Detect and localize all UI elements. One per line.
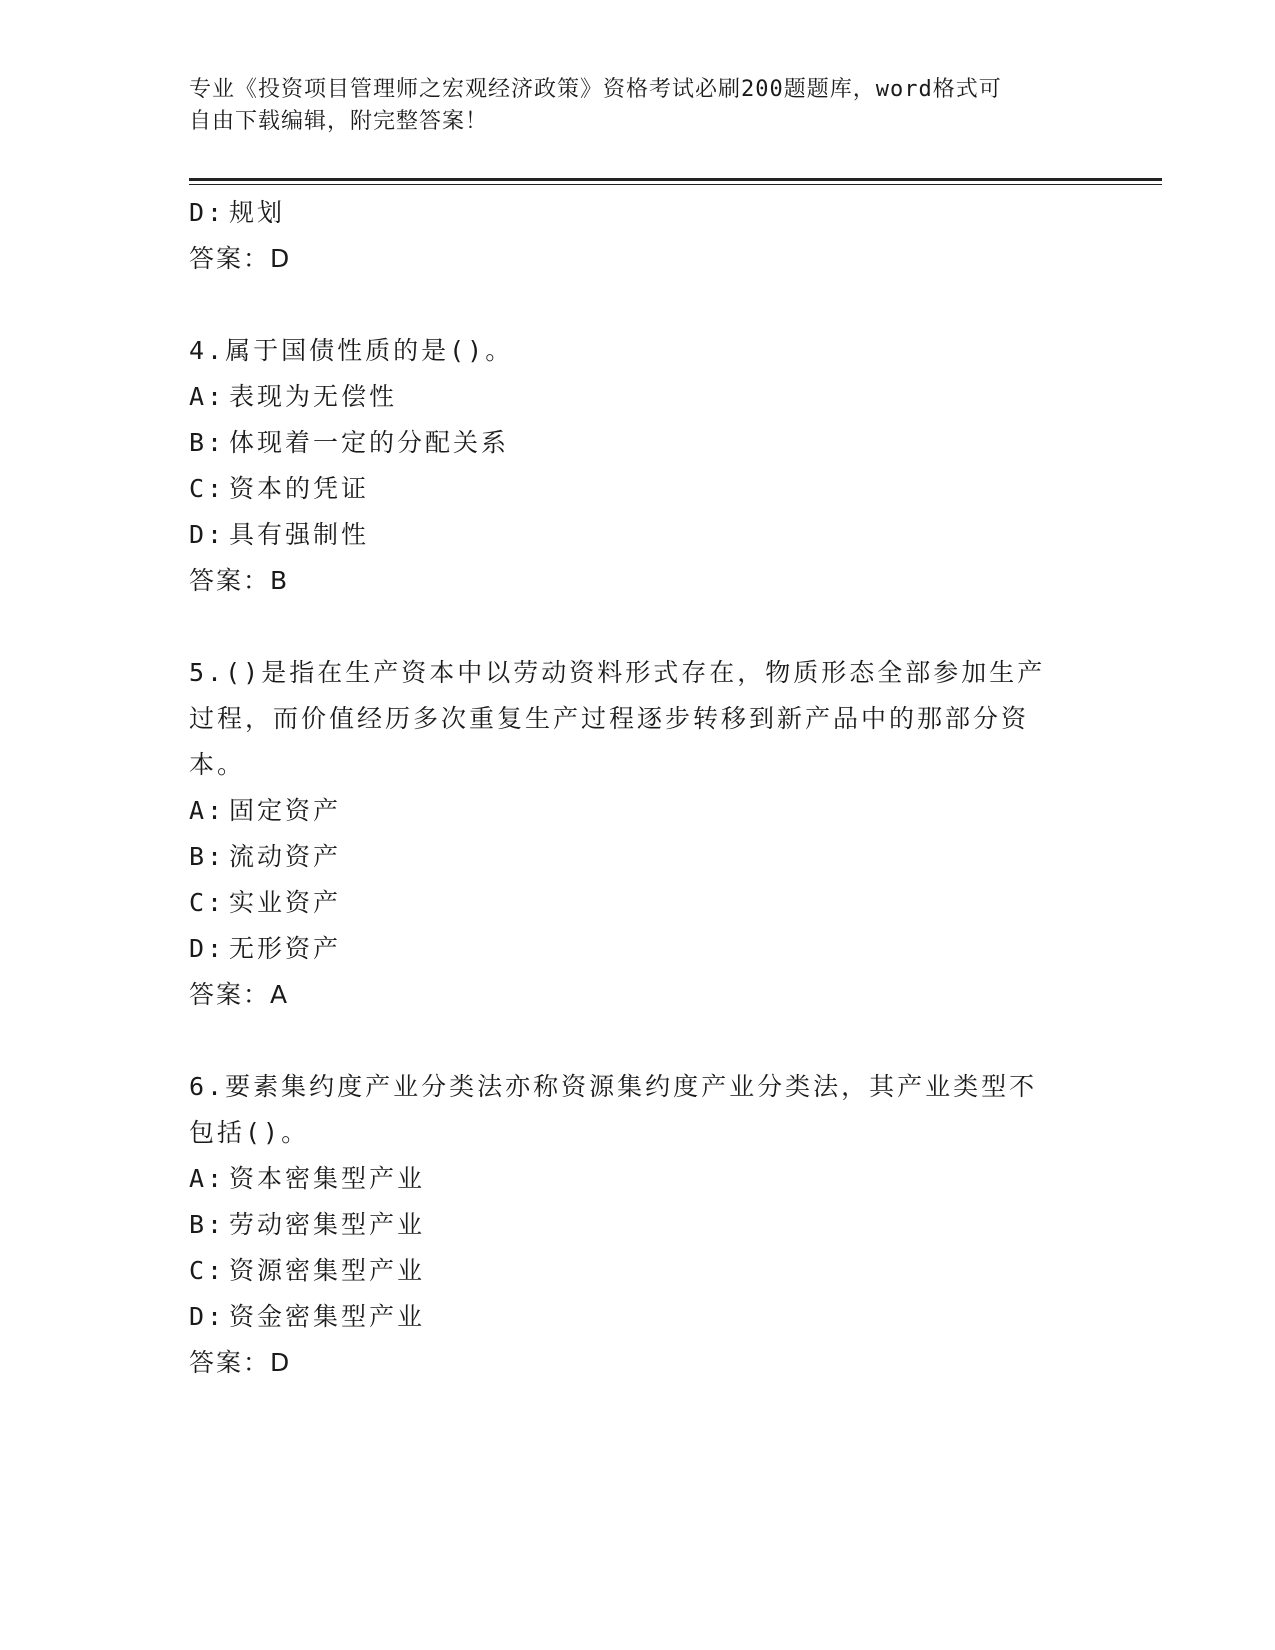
question-text-line-2: 包括()。: [189, 1118, 310, 1147]
option-d: D: 资金密集型产业: [189, 1302, 426, 1331]
answer-line: 答案：B: [189, 566, 290, 595]
answer-line: 答案：D: [189, 244, 292, 273]
option-d: D: 规划: [189, 198, 286, 227]
question-text-line-2: 过程，而价值经历多次重复生产过程逐步转移到新产品中的那部分资: [189, 704, 1030, 733]
option-b: B: 流动资产: [189, 842, 342, 871]
option-d: D: 无形资产: [189, 934, 342, 963]
option-b: B: 体现着一定的分配关系: [189, 428, 510, 457]
option-a: A: 固定资产: [189, 796, 342, 825]
header-title-line-1: 专业《投资项目管理师之宏观经济政策》资格考试必刷200题题库，word格式可: [189, 77, 1002, 102]
header-divider-thick: [189, 178, 1162, 181]
question-text-line-1: 6.要素集约度产业分类法亦称资源集约度产业分类法，其产业类型不: [189, 1072, 1038, 1101]
option-d: D: 具有强制性: [189, 520, 370, 549]
spacer: [189, 282, 1069, 328]
option-c: C: 实业资产: [189, 888, 342, 917]
question-text-line-3: 本。: [189, 750, 246, 779]
question-text-line-1: 5.()是指在生产资本中以劳动资料形式存在，物质形态全部参加生产: [189, 658, 1046, 687]
answer-line: 答案：D: [189, 1348, 292, 1377]
option-a: A: 资本密集型产业: [189, 1164, 426, 1193]
spacer: [189, 604, 1069, 650]
option-b: B: 劳动密集型产业: [189, 1210, 426, 1239]
header-title-line-2: 自由下载编辑，附完整答案！: [189, 109, 489, 134]
spacer: [189, 1018, 1069, 1064]
header-divider-thin: [189, 184, 1162, 185]
document-header: [189, 74, 1069, 138]
answer-line: 答案：A: [189, 980, 290, 1009]
option-c: C: 资本的凭证: [189, 474, 370, 503]
option-a: A: 表现为无偿性: [189, 382, 398, 411]
option-c: C: 资源密集型产业: [189, 1256, 426, 1285]
question-text: 4.属于国债性质的是()。: [189, 336, 514, 365]
question-list: [189, 190, 1069, 1386]
